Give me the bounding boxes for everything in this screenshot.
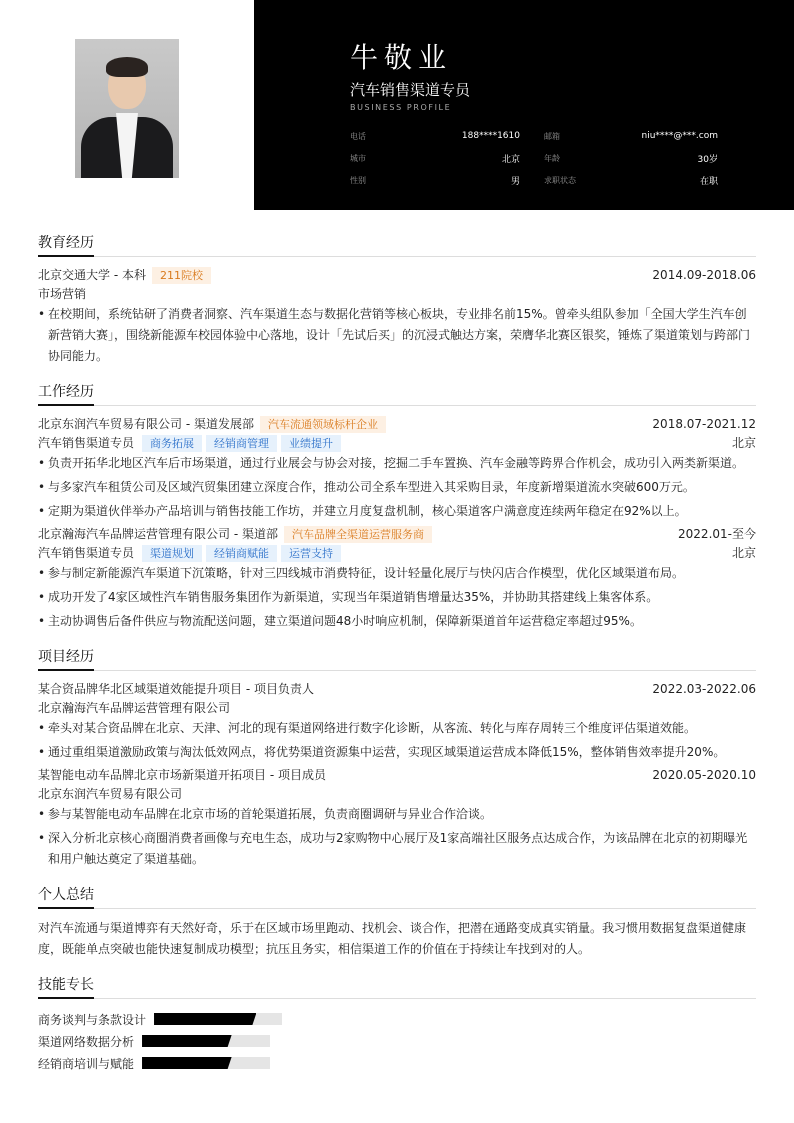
- skill-name: 渠道网络数据分析: [38, 1034, 135, 1049]
- info-row: [350, 169, 722, 191]
- section-title: 教育经历: [38, 232, 94, 257]
- skill-item: [38, 1030, 398, 1052]
- info-value: niu****@***.com: [641, 131, 718, 141]
- skill-item: [38, 1008, 398, 1030]
- project-entry: [38, 766, 756, 870]
- skill-bar: [142, 1057, 270, 1069]
- candidate-name: 牛敬业: [350, 41, 453, 74]
- section-title: 工作经历: [38, 381, 94, 406]
- summary-section: [38, 884, 756, 960]
- info-value: 在职: [699, 176, 718, 187]
- job-date: 2022.01-至今: [678, 527, 756, 541]
- info-label: 年龄: [544, 153, 560, 163]
- project-date: 2020.05-2020.10: [652, 768, 756, 782]
- section-title: 项目经历: [38, 646, 94, 671]
- info-label: 求职状态: [544, 175, 576, 185]
- job-role: 汽车销售渠道专员: [38, 436, 135, 450]
- school-tag: 211院校: [152, 267, 211, 284]
- project-org: 北京瀚海汽车品牌运营管理有限公司: [38, 701, 231, 715]
- skill-tag: 运营支持: [281, 545, 341, 562]
- header-panel: [254, 0, 794, 210]
- skill-tag: 业绩提升: [281, 435, 341, 452]
- job-date: 2018.07-2021.12: [652, 417, 756, 431]
- job-entry: [38, 415, 756, 522]
- work-section: [38, 381, 756, 632]
- company-name: 北京东润汽车贸易有限公司 - 渠道发展部: [38, 417, 254, 431]
- education-date: 2014.09-2018.06: [652, 268, 756, 282]
- list-item: • 主动协调售后备件供应与物流配送问题，建立渠道问题48小时响应机制，保障新渠道首年运营稳定率超过95%。: [38, 611, 756, 632]
- info-row: [350, 125, 722, 147]
- list-item: • 与多家汽车租赁公司及区域汽贸集团建立深度合作，推动公司全系车型进入其采购目录，年度新增渠道流水突破600万元。: [38, 477, 756, 498]
- list-item: • 参与制定新能源汽车渠道下沉策略，针对三四线城市消费特征，设计轻量化展厅与快闪店合作模型，优化区域渠道布局。: [38, 563, 756, 584]
- job-city: 北京: [731, 546, 756, 560]
- list-item: • 通过重组渠道激励政策与淘汰低效网点，将优势渠道资源集中运营，实现区域渠道运营成本降低15%，整体销售效率提升20%。: [38, 742, 756, 763]
- section-title: 技能专长: [38, 974, 94, 999]
- info-value: 北京: [501, 154, 520, 165]
- summary-text: 对汽车流通与渠道博弈有天然好奇，乐于在区域市场里跑动、找机会、谈合作，把潜在通路变成真实销量。我习惯用数据复盘渠道健康度，既能单点突破也能快速复制成功模型；抗压且务实，相信渠道工作的价值在于持续让车找到对的人。: [38, 921, 747, 956]
- skill-bar-fill: [142, 1057, 232, 1069]
- job-city: 北京: [731, 436, 756, 450]
- project-org: 北京东润汽车贸易有限公司: [38, 787, 183, 801]
- education-section: [38, 232, 756, 367]
- skill-bar-fill: [142, 1035, 232, 1047]
- company-name: 北京瀚海汽车品牌运营管理有限公司 - 渠道部: [38, 527, 278, 541]
- list-item: • 负责开拓华北地区汽车后市场渠道，通过行业展会与协会对接，挖掘二手车置换、汽车金融等跨界合作机会，成功引入两类新渠道。: [38, 453, 756, 474]
- education-header: [38, 266, 756, 285]
- info-value: 188****1610: [461, 131, 520, 141]
- skill-name: 经销商培训与赋能: [38, 1056, 135, 1071]
- skill-bar: [142, 1035, 270, 1047]
- major: 市场营销: [38, 287, 87, 301]
- profile-subtitle: BUSINESS PROFILE: [350, 103, 452, 112]
- skills-section: [38, 974, 756, 1074]
- contact-info: [350, 125, 722, 191]
- education-major-row: [38, 285, 756, 304]
- skill-tag: 渠道规划: [142, 545, 202, 562]
- list-item: • 成功开发了4家区域性汽车销售服务集团作为新渠道，实现当年渠道销售增量达35%，并协助其搭建线上集客体系。: [38, 587, 756, 608]
- profile-photo: [75, 39, 179, 178]
- skill-name: 商务谈判与条款设计: [38, 1012, 147, 1027]
- skill-tag: 经销商赋能: [206, 545, 277, 562]
- info-row: [350, 147, 722, 169]
- info-value: 30岁: [697, 154, 718, 165]
- job-entry: [38, 525, 756, 632]
- projects-section: [38, 646, 756, 870]
- photo-hair: [106, 57, 148, 77]
- skill-bar: [154, 1013, 282, 1025]
- job-role: 汽车销售渠道专员: [38, 546, 135, 560]
- company-tag: 汽车品牌全渠道运营服务商: [284, 526, 432, 543]
- resume-content: [38, 232, 756, 1086]
- info-label: 城市: [350, 153, 366, 163]
- skill-item: [38, 1052, 398, 1074]
- info-label: 性别: [350, 175, 366, 185]
- list-item: • 深入分析北京核心商圈消费者画像与充电生态，成功与2家购物中心展厅及1家高端社区服务点达成合作，为该品牌在北京的初期曝光和用户触达奠定了渠道基础。: [38, 828, 756, 870]
- project-entry: [38, 680, 756, 763]
- list-item: • 牵头对某合资品牌在北京、天津、河北的现有渠道网络进行数字化诊断，从客流、转化与库存周转三个维度评估渠道效能。: [38, 718, 756, 739]
- section-title: 个人总结: [38, 884, 94, 909]
- info-value: 男: [510, 176, 520, 187]
- project-date: 2022.03-2022.06: [652, 682, 756, 696]
- list-item: • 参与某智能电动车品牌在北京市场的首轮渠道拓展，负责商圈调研与异业合作洽谈。: [38, 804, 756, 825]
- project-name: 某智能电动车品牌北京市场新渠道开拓项目 - 项目成员: [38, 768, 326, 782]
- candidate-title: 汽车销售渠道专员: [350, 81, 471, 99]
- skill-bar-fill: [154, 1013, 256, 1025]
- list-item: • 在校期间，系统钻研了消费者洞察、汽车渠道生态与数据化营销等核心板块，专业排名前15%。曾牵头组队参加「全国大学生汽车创新营销大赛」，围绕新能源车校园体验中心落地，设计「先试后买」的沉浸式触达方案，荣膺华北赛区银奖，锤炼了渠道策划与跨部门协同能力。: [38, 304, 756, 367]
- skill-tag: 经销商管理: [206, 435, 277, 452]
- info-label: 电话: [350, 131, 366, 141]
- project-name: 某合资品牌华北区域渠道效能提升项目 - 项目负责人: [38, 682, 314, 696]
- skill-tag: 商务拓展: [142, 435, 202, 452]
- list-item: • 定期为渠道伙伴举办产品培训与销售技能工作坊，并建立月度复盘机制，核心渠道客户满意度连续两年稳定在92%以上。: [38, 501, 756, 522]
- company-tag: 汽车流通领域标杆企业: [260, 416, 386, 433]
- school-name: 北京交通大学 - 本科: [38, 268, 146, 282]
- info-label: 邮箱: [544, 131, 560, 141]
